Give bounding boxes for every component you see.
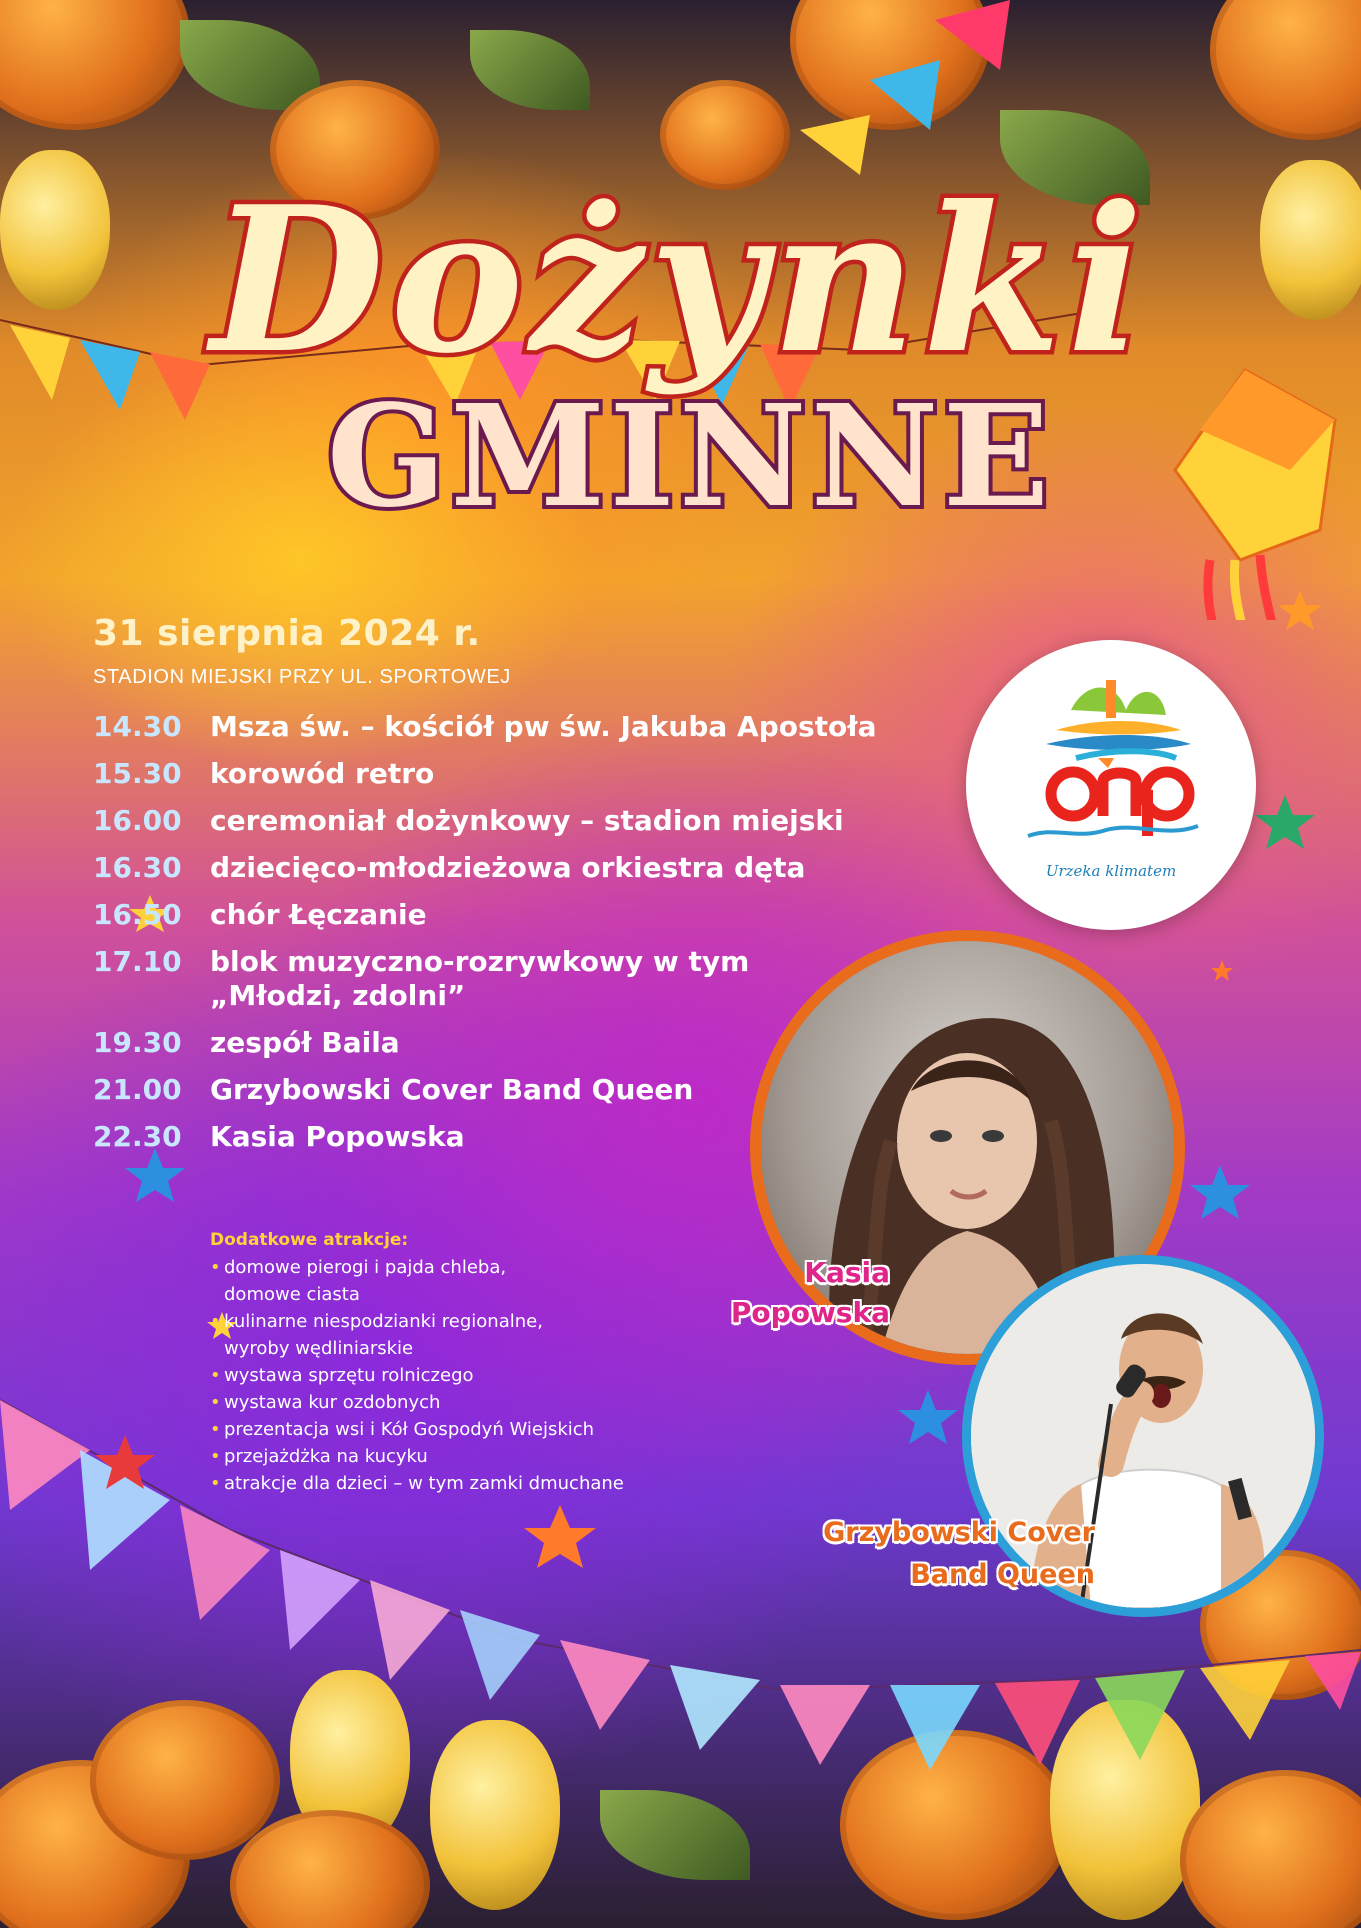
schedule-description: Grzybowski Cover Band Queen [210, 1073, 694, 1106]
bullet-icon: • [210, 1419, 221, 1440]
title-line2: GMINNE [326, 375, 1054, 535]
schedule-row [93, 945, 893, 1013]
star-icon [1211, 960, 1233, 981]
star-icon [898, 1390, 958, 1444]
schedule-row [93, 804, 893, 838]
schedule-time: 14.30 [93, 710, 182, 743]
schedule-row [93, 898, 893, 932]
extras-item-text: przejażdżka na kucyku [224, 1446, 428, 1467]
bullet-icon: • [210, 1446, 221, 1467]
schedule-description: Msza św. – kościół pw św. Jakuba Apostoła [210, 710, 877, 743]
title-sub [250, 375, 1130, 535]
performer-caption-queen [760, 1512, 1095, 1596]
logo-tagline: Urzeka klimatem [1045, 862, 1177, 880]
star-icon [1255, 795, 1315, 849]
bullet-icon: • [210, 1473, 221, 1494]
extras-section [210, 1230, 770, 1497]
schedule-description: blok muzyczno-rozrywkowy w tym „Młodzi, zdolni” [210, 945, 750, 1012]
star-icon [1278, 590, 1322, 630]
extras-item-text: atrakcje dla dzieci – w tym zamki dmuchane [224, 1473, 624, 1494]
star-icon [1190, 1165, 1250, 1219]
schedule-description: dziecięco-młodzieżowa orkiestra dęta [210, 851, 806, 884]
extras-title: Dodatkowe atrakcje: [210, 1230, 409, 1250]
schedule-time: 16.50 [93, 898, 182, 931]
title-main [90, 150, 1270, 410]
list-item [210, 1470, 770, 1497]
star-icon [524, 1505, 596, 1568]
extras-item-text: prezentacja wsi i Kół Gospodyń Wiejskich [224, 1419, 595, 1440]
performer-name: Kasia Popowska [730, 1256, 890, 1329]
list-item [210, 1362, 770, 1389]
schedule-time: 22.30 [93, 1120, 182, 1153]
extras-item-text: domowe pierogi i pajda chleba, domowe ciasta [224, 1257, 507, 1305]
schedule-time: 15.30 [93, 757, 182, 790]
list-item [210, 1443, 770, 1470]
performer-caption-kasia [700, 1253, 890, 1333]
list-item [210, 1254, 770, 1308]
event-venue: STADION MIEJSKI PRZY UL. SPORTOWEJ [93, 666, 511, 688]
schedule-time: 19.30 [93, 1026, 182, 1059]
schedule-description: korowód retro [210, 757, 435, 790]
star-icon [95, 1435, 155, 1489]
list-item [210, 1389, 770, 1416]
bullet-icon: • [210, 1311, 221, 1332]
schedule-description: chór Łęczanie [210, 898, 427, 931]
schedule-time: 17.10 [93, 945, 182, 978]
list-item [210, 1308, 770, 1362]
schedule-description: zespół Baila [210, 1026, 400, 1059]
extras-item-text: wystawa kur ozdobnych [224, 1392, 441, 1413]
performer-name: Grzybowski Cover Band Queen [823, 1517, 1095, 1590]
schedule-row [93, 851, 893, 885]
bullet-icon: • [210, 1365, 221, 1386]
title-line1: Dożynki [210, 163, 1150, 398]
extras-item-text: wystawa sprzętu rolniczego [224, 1365, 474, 1386]
logo-badge [966, 640, 1256, 930]
extras-list [210, 1254, 770, 1497]
event-date: 31 sierpnia 2024 r. [93, 613, 481, 654]
schedule-row [93, 710, 893, 744]
schedule-time: 21.00 [93, 1073, 182, 1106]
schedule-row [93, 757, 893, 791]
bullet-icon: • [210, 1392, 221, 1413]
bullet-icon: • [210, 1257, 221, 1278]
town-logo-icon [966, 640, 1256, 930]
schedule-description: Kasia Popowska [210, 1120, 465, 1153]
list-item [210, 1416, 770, 1443]
schedule-time: 16.30 [93, 851, 182, 884]
schedule-description: ceremoniał dożynkowy – stadion miejski [210, 804, 844, 837]
extras-item-text: kulinarne niespodzianki regionalne, wyroby wędliniarskie [224, 1311, 543, 1359]
schedule-time: 16.00 [93, 804, 182, 837]
